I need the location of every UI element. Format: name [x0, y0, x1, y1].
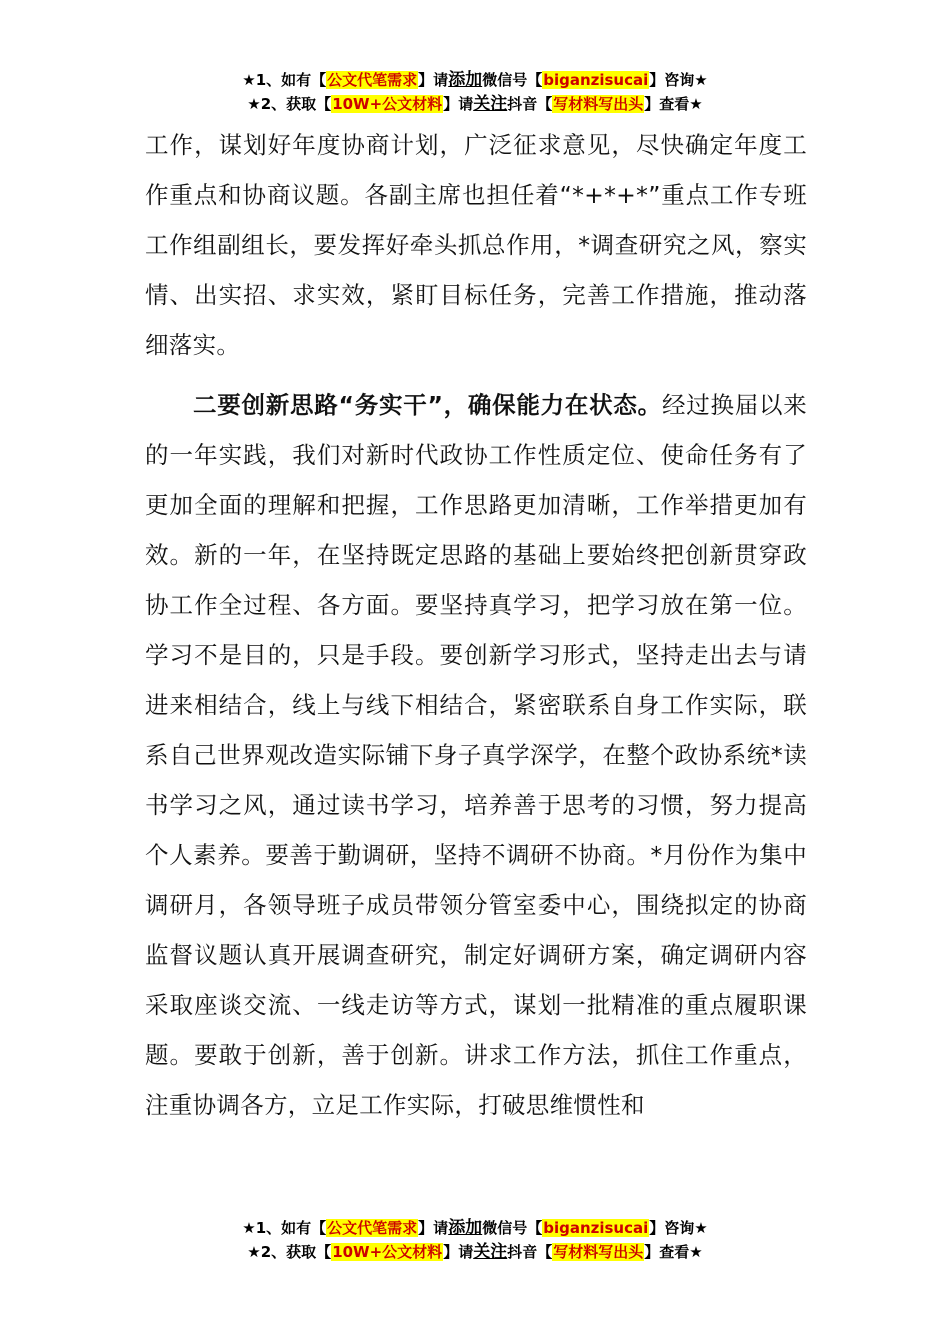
document-body — [145, 120, 807, 1130]
banner-line-2 — [0, 92, 950, 116]
underlined-follow: 关注 — [473, 94, 508, 114]
banner-text: ★1、如有【 — [242, 71, 327, 89]
paragraph-2 — [145, 380, 807, 1130]
banner-text: ★2、获取【 — [247, 1243, 332, 1261]
highlight-materials: 10W+公文材料 — [332, 1243, 443, 1261]
banner-text: 抖音【 — [507, 95, 553, 113]
banner-text: 】查看★ — [644, 1243, 703, 1261]
paragraph-2-text: 经过换届以来的一年实践，我们对新时代政协工作性质定位、使命任务有了更加全面的理解和把握，工作思路更加清晰，工作举措更加有效。新的一年，在坚持既定思路的基础上要始终把创新贯穿政协工作全过程、各方面。要坚持真学习，把学习放在第一位。学习不是目的，只是手段。要创新学习形式，坚持走出去与请进来相结合，线上与线下相结合，紧密联系自身工作实际，联系自己世界观改造实际铺下身子真学深学，在整个政协系统*读书学习之风，通过读书学习，培养善于思考的习惯，努力提高个人素养。要善于勤调研，坚持不调研不协商。*月份作为集中调研月，各领导班子成员带领分管室委中心，围绕拟定的协商监督议题认真开展调查研究，制定好调研方案，确定调研内容采取座谈交流、一线走访等方式，谋划一批精准的重点履职课题。要敢于创新，善于创新。讲求工作方法，抓住工作重点，注重协调各方，立足工作实际，打破思维惯性和 — [145, 391, 807, 1119]
highlight-douyin-account: 写材料写出头 — [553, 95, 644, 113]
banner-line-1 — [0, 1216, 950, 1240]
banner-text: 】咨询★ — [649, 1219, 708, 1237]
banner-text: 】请 — [443, 1243, 474, 1261]
underlined-add: 添加 — [448, 70, 483, 90]
banner-text: 】请 — [443, 95, 474, 113]
highlight-ghostwriting: 公文代笔需求 — [327, 1219, 418, 1237]
footer-banner — [0, 1216, 950, 1264]
banner-text: 抖音【 — [507, 1243, 553, 1261]
banner-line-2 — [0, 1240, 950, 1264]
banner-text: ★2、获取【 — [247, 95, 332, 113]
underlined-follow: 关注 — [473, 1242, 508, 1262]
banner-text: 】请 — [418, 71, 449, 89]
highlight-ghostwriting: 公文代笔需求 — [327, 71, 418, 89]
banner-text: 微信号【 — [482, 71, 543, 89]
paragraph-1: 工作，谋划好年度协商计划，广泛征求意见，尽快确定年度工作重点和协商议题。各副主席也担任着“*+*+*”重点工作专班工作组副组长，要发挥好牵头抓总作用，*调查研究之风，察实情、出实招、求实效，紧盯目标任务，完善工作措施，推动落细落实。 — [145, 131, 807, 359]
highlight-wechat-id: biganzisucai — [543, 71, 649, 89]
banner-text: 】请 — [418, 1219, 449, 1237]
banner-line-1 — [0, 68, 950, 92]
paragraph-2-heading: 二要创新思路“务实干”，确保能力在状态。 — [193, 391, 662, 419]
banner-text: 】咨询★ — [649, 71, 708, 89]
highlight-wechat-id: biganzisucai — [543, 1219, 649, 1237]
underlined-add: 添加 — [448, 1218, 483, 1238]
banner-text: 】查看★ — [644, 95, 703, 113]
banner-text: ★1、如有【 — [242, 1219, 327, 1237]
highlight-materials: 10W+公文材料 — [332, 95, 443, 113]
highlight-douyin-account: 写材料写出头 — [553, 1243, 644, 1261]
banner-text: 微信号【 — [482, 1219, 543, 1237]
header-banner — [0, 68, 950, 116]
